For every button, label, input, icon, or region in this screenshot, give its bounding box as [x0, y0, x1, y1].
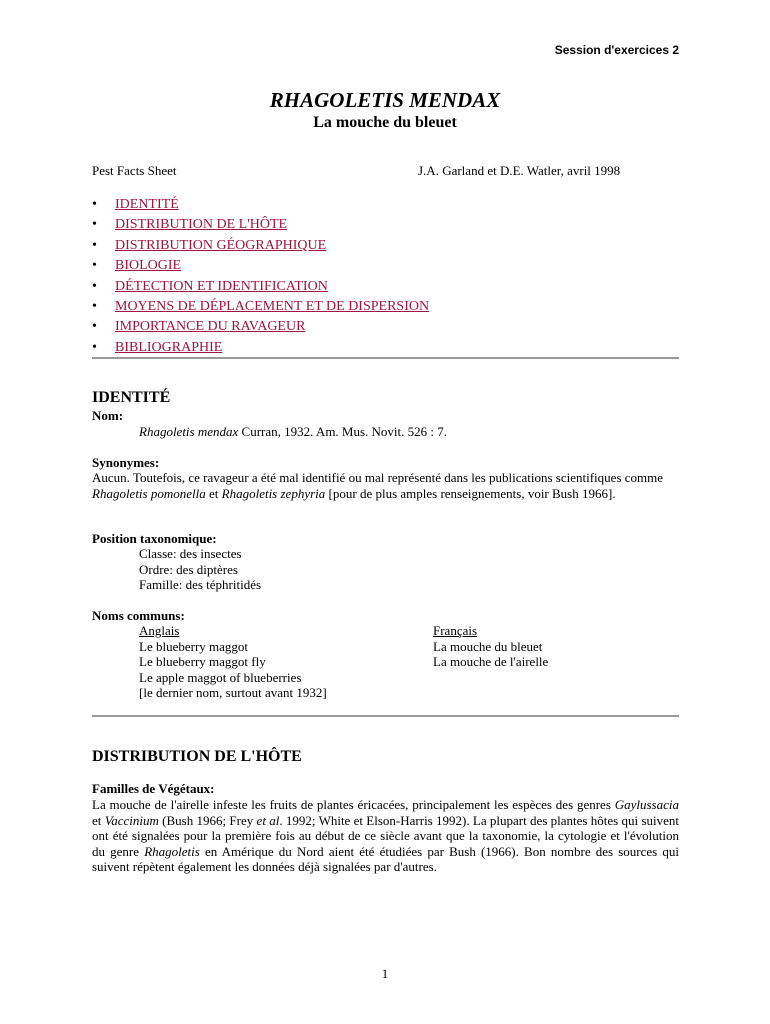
- classe: Classe: des insectes: [139, 546, 242, 561]
- toc-item: [92, 256, 429, 276]
- toc-item: [92, 338, 429, 358]
- divider: [92, 357, 679, 359]
- distribution-paragraph: La mouche de l'airelle infeste les fruits de plantes éricacées, principalement les espèces des genres Gaylussacia et Vaccinium (Bush 1966; Frey et al. 1992; White et Elson-Harris 1992). La plupart des plantes hôtes qui suivent ont été signalées pour la première fois au début de ce siècle avant que la taxonomie, la cytologie et l'évolution du genre Rhagoletis en Amérique du Nord aient été étudiées par Bush (1966). Bon nombre des sources qui suivent répètent également les données déjà signalées par d'autres.: [92, 797, 679, 874]
- document-title: RHAGOLETIS MENDAX: [269, 88, 501, 112]
- section-heading-distribution-hote: DISTRIBUTION DE L'HÔTE: [92, 748, 302, 765]
- toc-item: [92, 277, 429, 297]
- section-heading-identite: IDENTITÉ: [92, 389, 171, 406]
- table-of-contents: [92, 195, 429, 358]
- nom-label: Nom:: [92, 408, 124, 423]
- nom-citation: Curran, 1932. Am. Mus. Novit. 526 : 7.: [238, 424, 448, 439]
- toc-link-bibliographie[interactable]: BIBLIOGRAPHIE: [115, 339, 223, 355]
- bullet-icon: •: [92, 197, 97, 212]
- ordre: Ordre: des diptères: [139, 562, 238, 577]
- toc-item: [92, 317, 429, 337]
- bullet-icon: •: [92, 237, 97, 253]
- familles-vegetaux-label: Familles de Végétaux:: [92, 781, 215, 796]
- position-taxonomique-label: Position taxonomique:: [92, 531, 217, 546]
- anglais-name: Le blueberry maggot fly: [139, 654, 266, 669]
- pest-facts-label: Pest Facts Sheet: [92, 163, 177, 178]
- anglais-name: Le blueberry maggot: [139, 639, 249, 654]
- synonymes-text: Aucun. Toutefois, ce ravageur a été mal identifié ou mal représenté dans les publications scientifiques comme Rhagoletis pomonella et Rhagoletis zephyria [pour de plus amples renseignements, voir Bush 1966].: [92, 470, 664, 501]
- species-name: Rhagoletis mendax: [139, 424, 239, 439]
- toc-link-detection[interactable]: DÉTECTION ET IDENTIFICATION: [115, 278, 328, 294]
- francais-name: La mouche de l'airelle: [433, 654, 549, 669]
- bullet-icon: •: [92, 278, 97, 294]
- famille: Famille: des téphritidés: [139, 577, 262, 592]
- toc-link-importance[interactable]: IMPORTANCE DU RAVAGEUR: [115, 319, 306, 335]
- toc-item: [92, 215, 429, 235]
- toc-item: [92, 236, 429, 256]
- bullet-icon: •: [92, 319, 97, 335]
- toc-link-biologie[interactable]: BIOLOGIE: [115, 258, 182, 274]
- anglais-header: Anglais: [139, 623, 180, 638]
- session-header: Session d'exercices 2: [554, 43, 679, 57]
- toc-link-identite[interactable]: IDENTITÉ: [115, 197, 179, 212]
- toc-item: [92, 297, 429, 317]
- page-number: 1: [381, 966, 389, 981]
- noms-communs-label: Noms communs:: [92, 608, 185, 623]
- bullet-icon: •: [92, 298, 97, 314]
- toc-link-moyens[interactable]: MOYENS DE DÉPLACEMENT ET DE DISPERSION: [115, 298, 430, 314]
- anglais-name: Le apple maggot of blueberries: [139, 670, 302, 685]
- divider: [92, 715, 679, 717]
- synonymes-label: Synonymes:: [92, 455, 160, 470]
- anglais-note: [le dernier nom, surtout avant 1932]: [139, 685, 327, 700]
- document-subtitle: La mouche du bleuet: [313, 114, 457, 131]
- francais-name: La mouche du bleuet: [433, 639, 543, 654]
- toc-item: [92, 195, 429, 215]
- toc-link-distribution-hote[interactable]: DISTRIBUTION DE L'HÔTE: [115, 217, 288, 233]
- toc-link-distribution-geographique[interactable]: DISTRIBUTION GÉOGRAPHIQUE: [115, 237, 327, 253]
- authors-date: J.A. Garland et D.E. Watler, avril 1998: [418, 163, 621, 178]
- francais-header: Français: [433, 623, 478, 638]
- bullet-icon: •: [92, 217, 97, 233]
- nom-value: [139, 424, 447, 440]
- bullet-icon: •: [92, 339, 97, 355]
- bullet-icon: •: [92, 258, 97, 274]
